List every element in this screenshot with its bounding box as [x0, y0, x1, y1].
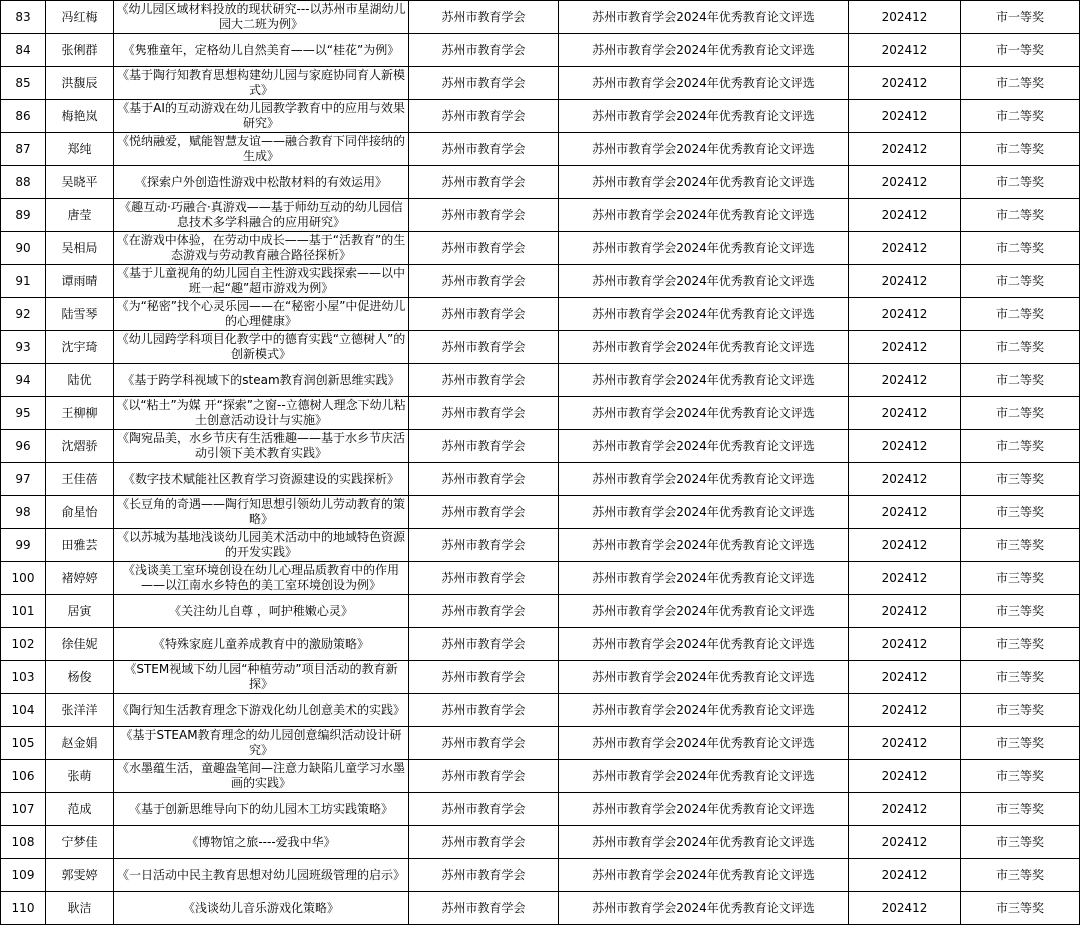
event-name: 苏州市教育学会2024年优秀教育论文评选 — [559, 826, 849, 859]
event-name: 苏州市教育学会2024年优秀教育论文评选 — [559, 892, 849, 925]
table-row — [1, 1, 1080, 34]
award-date: 202412 — [849, 265, 961, 298]
table-row — [1, 892, 1080, 925]
award-level: 市一等奖 — [961, 1, 1080, 34]
paper-title: 《浅谈美工室环境创设在幼儿心理品质教育中的作用——以江南水乡特色的美工室环境创设为例》 — [114, 562, 409, 595]
row-number: 110 — [1, 892, 46, 925]
event-name: 苏州市教育学会2024年优秀教育论文评选 — [559, 562, 849, 595]
award-date: 202412 — [849, 760, 961, 793]
paper-title: 《博物馆之旅----爱我中华》 — [114, 826, 409, 859]
row-number: 84 — [1, 34, 46, 67]
paper-title: 《基于陶行知教育思想构建幼儿园与家庭协同育人新模式》 — [114, 67, 409, 100]
row-number: 100 — [1, 562, 46, 595]
organizer: 苏州市教育学会 — [409, 430, 559, 463]
organizer: 苏州市教育学会 — [409, 298, 559, 331]
event-name: 苏州市教育学会2024年优秀教育论文评选 — [559, 727, 849, 760]
author-name: 张萌 — [46, 760, 114, 793]
award-level: 市二等奖 — [961, 100, 1080, 133]
row-number: 107 — [1, 793, 46, 826]
table-row — [1, 595, 1080, 628]
table-row — [1, 397, 1080, 430]
organizer: 苏州市教育学会 — [409, 529, 559, 562]
award-level: 市二等奖 — [961, 298, 1080, 331]
table-row — [1, 793, 1080, 826]
award-level: 市三等奖 — [961, 463, 1080, 496]
row-number: 109 — [1, 859, 46, 892]
paper-title: 《一日活动中民主教育思想对幼儿园班级管理的启示》 — [114, 859, 409, 892]
paper-title: 《以苏城为基地浅谈幼儿园美术活动中的地域特色资源的开发实践》 — [114, 529, 409, 562]
row-number: 106 — [1, 760, 46, 793]
award-date: 202412 — [849, 727, 961, 760]
award-level: 市一等奖 — [961, 34, 1080, 67]
organizer: 苏州市教育学会 — [409, 562, 559, 595]
paper-title: 《基于创新思维导向下的幼儿园木工坊实践策略》 — [114, 793, 409, 826]
row-number: 102 — [1, 628, 46, 661]
award-date: 202412 — [849, 496, 961, 529]
award-level: 市二等奖 — [961, 232, 1080, 265]
event-name: 苏州市教育学会2024年优秀教育论文评选 — [559, 34, 849, 67]
table-row — [1, 496, 1080, 529]
organizer: 苏州市教育学会 — [409, 232, 559, 265]
event-name: 苏州市教育学会2024年优秀教育论文评选 — [559, 793, 849, 826]
author-name: 谭雨晴 — [46, 265, 114, 298]
table-row — [1, 859, 1080, 892]
award-date: 202412 — [849, 133, 961, 166]
paper-title: 《特殊家庭儿童养成教育中的激励策略》 — [114, 628, 409, 661]
paper-title: 《长豆角的奇遇——陶行知思想引领幼儿劳动教育的策略》 — [114, 496, 409, 529]
organizer: 苏州市教育学会 — [409, 133, 559, 166]
row-number: 108 — [1, 826, 46, 859]
table-row — [1, 166, 1080, 199]
row-number: 97 — [1, 463, 46, 496]
award-date: 202412 — [849, 100, 961, 133]
award-level: 市三等奖 — [961, 793, 1080, 826]
event-name: 苏州市教育学会2024年优秀教育论文评选 — [559, 694, 849, 727]
author-name: 陆雪琴 — [46, 298, 114, 331]
event-name: 苏州市教育学会2024年优秀教育论文评选 — [559, 199, 849, 232]
award-date: 202412 — [849, 463, 961, 496]
event-name: 苏州市教育学会2024年优秀教育论文评选 — [559, 760, 849, 793]
event-name: 苏州市教育学会2024年优秀教育论文评选 — [559, 595, 849, 628]
award-level: 市三等奖 — [961, 727, 1080, 760]
author-name: 冯红梅 — [46, 1, 114, 34]
paper-title: 《关注幼儿自尊 ，呵护稚嫩心灵》 — [114, 595, 409, 628]
author-name: 宁梦佳 — [46, 826, 114, 859]
award-date: 202412 — [849, 793, 961, 826]
award-level: 市二等奖 — [961, 430, 1080, 463]
event-name: 苏州市教育学会2024年优秀教育论文评选 — [559, 331, 849, 364]
event-name: 苏州市教育学会2024年优秀教育论文评选 — [559, 628, 849, 661]
paper-title: 《STEM视域下幼儿园“种植劳动”项目活动的教育新探》 — [114, 661, 409, 694]
event-name: 苏州市教育学会2024年优秀教育论文评选 — [559, 430, 849, 463]
award-date: 202412 — [849, 892, 961, 925]
author-name: 梅艳岚 — [46, 100, 114, 133]
row-number: 87 — [1, 133, 46, 166]
award-date: 202412 — [849, 694, 961, 727]
event-name: 苏州市教育学会2024年优秀教育论文评选 — [559, 232, 849, 265]
author-name: 唐莹 — [46, 199, 114, 232]
award-level: 市三等奖 — [961, 661, 1080, 694]
paper-title: 《幼儿园区域材料投放的现状研究---以苏州市星湖幼儿园大二班为例》 — [114, 1, 409, 34]
row-number: 95 — [1, 397, 46, 430]
organizer: 苏州市教育学会 — [409, 67, 559, 100]
paper-title: 《隽雅童年，定格幼儿自然美育——以“桂花”为例》 — [114, 34, 409, 67]
event-name: 苏州市教育学会2024年优秀教育论文评选 — [559, 100, 849, 133]
event-name: 苏州市教育学会2024年优秀教育论文评选 — [559, 265, 849, 298]
table-row — [1, 34, 1080, 67]
paper-title: 《数字技术赋能社区教育学习资源建设的实践探析》 — [114, 463, 409, 496]
award-date: 202412 — [849, 1, 961, 34]
table-row — [1, 463, 1080, 496]
paper-title: 《以“粘土”为媒 开“探索”之窗--立德树人理念下幼儿粘土创意活动设计与实施》 — [114, 397, 409, 430]
award-date: 202412 — [849, 529, 961, 562]
author-name: 沈熠骄 — [46, 430, 114, 463]
author-name: 张俐群 — [46, 34, 114, 67]
organizer: 苏州市教育学会 — [409, 100, 559, 133]
row-number: 91 — [1, 265, 46, 298]
award-date: 202412 — [849, 67, 961, 100]
table-row — [1, 298, 1080, 331]
row-number: 105 — [1, 727, 46, 760]
award-date: 202412 — [849, 232, 961, 265]
row-number: 90 — [1, 232, 46, 265]
table-row — [1, 331, 1080, 364]
author-name: 徐佳妮 — [46, 628, 114, 661]
author-name: 俞星怡 — [46, 496, 114, 529]
event-name: 苏州市教育学会2024年优秀教育论文评选 — [559, 397, 849, 430]
row-number: 86 — [1, 100, 46, 133]
organizer: 苏州市教育学会 — [409, 892, 559, 925]
author-name: 耿洁 — [46, 892, 114, 925]
paper-title: 《基于跨学科视域下的steam教育润创新思维实践》 — [114, 364, 409, 397]
author-name: 吴相局 — [46, 232, 114, 265]
award-date: 202412 — [849, 826, 961, 859]
row-number: 94 — [1, 364, 46, 397]
organizer: 苏州市教育学会 — [409, 364, 559, 397]
author-name: 范成 — [46, 793, 114, 826]
author-name: 杨俊 — [46, 661, 114, 694]
award-date: 202412 — [849, 595, 961, 628]
award-level: 市二等奖 — [961, 67, 1080, 100]
award-date: 202412 — [849, 298, 961, 331]
award-date: 202412 — [849, 199, 961, 232]
award-level: 市三等奖 — [961, 562, 1080, 595]
row-number: 89 — [1, 199, 46, 232]
event-name: 苏州市教育学会2024年优秀教育论文评选 — [559, 166, 849, 199]
award-date: 202412 — [849, 562, 961, 595]
author-name: 郭雯婷 — [46, 859, 114, 892]
paper-title: 《水墨蕴生活，童趣盎笔间—注意力缺陷儿童学习水墨画的实践》 — [114, 760, 409, 793]
table-row — [1, 661, 1080, 694]
table-row — [1, 133, 1080, 166]
award-date: 202412 — [849, 430, 961, 463]
organizer: 苏州市教育学会 — [409, 595, 559, 628]
organizer: 苏州市教育学会 — [409, 661, 559, 694]
table-row — [1, 232, 1080, 265]
organizer: 苏州市教育学会 — [409, 1, 559, 34]
event-name: 苏州市教育学会2024年优秀教育论文评选 — [559, 496, 849, 529]
organizer: 苏州市教育学会 — [409, 760, 559, 793]
award-level: 市三等奖 — [961, 694, 1080, 727]
event-name: 苏州市教育学会2024年优秀教育论文评选 — [559, 67, 849, 100]
table-row — [1, 430, 1080, 463]
row-number: 99 — [1, 529, 46, 562]
event-name: 苏州市教育学会2024年优秀教育论文评选 — [559, 133, 849, 166]
organizer: 苏州市教育学会 — [409, 727, 559, 760]
author-name: 赵金娟 — [46, 727, 114, 760]
table-row — [1, 826, 1080, 859]
author-name: 洪馥辰 — [46, 67, 114, 100]
award-level: 市三等奖 — [961, 529, 1080, 562]
author-name: 王柳柳 — [46, 397, 114, 430]
paper-title: 《基于AI的互动游戏在幼儿园教学教育中的应用与效果研究》 — [114, 100, 409, 133]
event-name: 苏州市教育学会2024年优秀教育论文评选 — [559, 859, 849, 892]
event-name: 苏州市教育学会2024年优秀教育论文评选 — [559, 364, 849, 397]
paper-title: 《探索户外创造性游戏中松散材料的有效运用》 — [114, 166, 409, 199]
organizer: 苏州市教育学会 — [409, 463, 559, 496]
award-date: 202412 — [849, 364, 961, 397]
table-row — [1, 760, 1080, 793]
award-date: 202412 — [849, 859, 961, 892]
paper-title: 《为“秘密”找个心灵乐园——在“秘密小屋”中促进幼儿的心理健康》 — [114, 298, 409, 331]
row-number: 96 — [1, 430, 46, 463]
author-name: 王佳蓓 — [46, 463, 114, 496]
paper-title: 《幼儿园跨学科项目化教学中的德育实践“立德树人”的创新模式》 — [114, 331, 409, 364]
award-date: 202412 — [849, 331, 961, 364]
award-level: 市三等奖 — [961, 826, 1080, 859]
author-name: 张洋洋 — [46, 694, 114, 727]
award-date: 202412 — [849, 397, 961, 430]
award-level: 市二等奖 — [961, 199, 1080, 232]
event-name: 苏州市教育学会2024年优秀教育论文评选 — [559, 463, 849, 496]
table-row — [1, 199, 1080, 232]
paper-title: 《基于STEAM教育理念的幼儿园创意编织活动设计研究》 — [114, 727, 409, 760]
event-name: 苏州市教育学会2024年优秀教育论文评选 — [559, 661, 849, 694]
table-row — [1, 628, 1080, 661]
organizer: 苏州市教育学会 — [409, 265, 559, 298]
table-row — [1, 694, 1080, 727]
author-name: 沈宇琦 — [46, 331, 114, 364]
event-name: 苏州市教育学会2024年优秀教育论文评选 — [559, 529, 849, 562]
paper-title: 《悦纳融爱，赋能智慧友谊——融合教育下同伴接纳的生成》 — [114, 133, 409, 166]
award-level: 市二等奖 — [961, 331, 1080, 364]
organizer: 苏州市教育学会 — [409, 628, 559, 661]
award-level: 市三等奖 — [961, 760, 1080, 793]
row-number: 88 — [1, 166, 46, 199]
award-level: 市三等奖 — [961, 859, 1080, 892]
table-row — [1, 265, 1080, 298]
organizer: 苏州市教育学会 — [409, 199, 559, 232]
organizer: 苏州市教育学会 — [409, 496, 559, 529]
row-number: 103 — [1, 661, 46, 694]
award-level: 市二等奖 — [961, 265, 1080, 298]
table-row — [1, 67, 1080, 100]
award-level: 市二等奖 — [961, 133, 1080, 166]
organizer: 苏州市教育学会 — [409, 331, 559, 364]
author-name: 吴晓平 — [46, 166, 114, 199]
award-level: 市二等奖 — [961, 364, 1080, 397]
organizer: 苏州市教育学会 — [409, 826, 559, 859]
author-name: 田雅芸 — [46, 529, 114, 562]
row-number: 98 — [1, 496, 46, 529]
award-date: 202412 — [849, 34, 961, 67]
paper-title: 《浅谈幼儿音乐游戏化策略》 — [114, 892, 409, 925]
row-number: 85 — [1, 67, 46, 100]
author-name: 郑纯 — [46, 133, 114, 166]
organizer: 苏州市教育学会 — [409, 859, 559, 892]
award-level: 市三等奖 — [961, 595, 1080, 628]
paper-title: 《陶行知生活教育理念下游戏化幼儿创意美术的实践》 — [114, 694, 409, 727]
author-name: 居寅 — [46, 595, 114, 628]
award-level: 市二等奖 — [961, 397, 1080, 430]
row-number: 93 — [1, 331, 46, 364]
organizer: 苏州市教育学会 — [409, 694, 559, 727]
paper-title: 《在游戏中体验，在劳动中成长——基于“活教育”的生态游戏与劳动教育融合路径探析》 — [114, 232, 409, 265]
organizer: 苏州市教育学会 — [409, 397, 559, 430]
table-row — [1, 529, 1080, 562]
award-level: 市三等奖 — [961, 496, 1080, 529]
paper-title: 《趣互动·巧融合·真游戏——基于师幼互动的幼儿园信息技术多学科融合的应用研究》 — [114, 199, 409, 232]
organizer: 苏州市教育学会 — [409, 34, 559, 67]
table-row — [1, 100, 1080, 133]
row-number: 92 — [1, 298, 46, 331]
row-number: 83 — [1, 1, 46, 34]
author-name: 陆优 — [46, 364, 114, 397]
award-level: 市二等奖 — [961, 166, 1080, 199]
paper-title: 《陶宛品美，水乡节庆有生活雅趣——基于水乡节庆活动引领下美术教育实践》 — [114, 430, 409, 463]
table-row — [1, 364, 1080, 397]
award-date: 202412 — [849, 166, 961, 199]
row-number: 104 — [1, 694, 46, 727]
award-level: 市三等奖 — [961, 628, 1080, 661]
organizer: 苏州市教育学会 — [409, 793, 559, 826]
paper-title: 《基于儿童视角的幼儿园自主性游戏实践探索——以中班一起“趣”超市游戏为例》 — [114, 265, 409, 298]
author-name: 褚婷婷 — [46, 562, 114, 595]
award-date: 202412 — [849, 628, 961, 661]
organizer: 苏州市教育学会 — [409, 166, 559, 199]
table-row — [1, 562, 1080, 595]
award-level: 市三等奖 — [961, 892, 1080, 925]
row-number: 101 — [1, 595, 46, 628]
table-body — [1, 1, 1080, 925]
event-name: 苏州市教育学会2024年优秀教育论文评选 — [559, 1, 849, 34]
award-date: 202412 — [849, 661, 961, 694]
event-name: 苏州市教育学会2024年优秀教育论文评选 — [559, 298, 849, 331]
table-row — [1, 727, 1080, 760]
